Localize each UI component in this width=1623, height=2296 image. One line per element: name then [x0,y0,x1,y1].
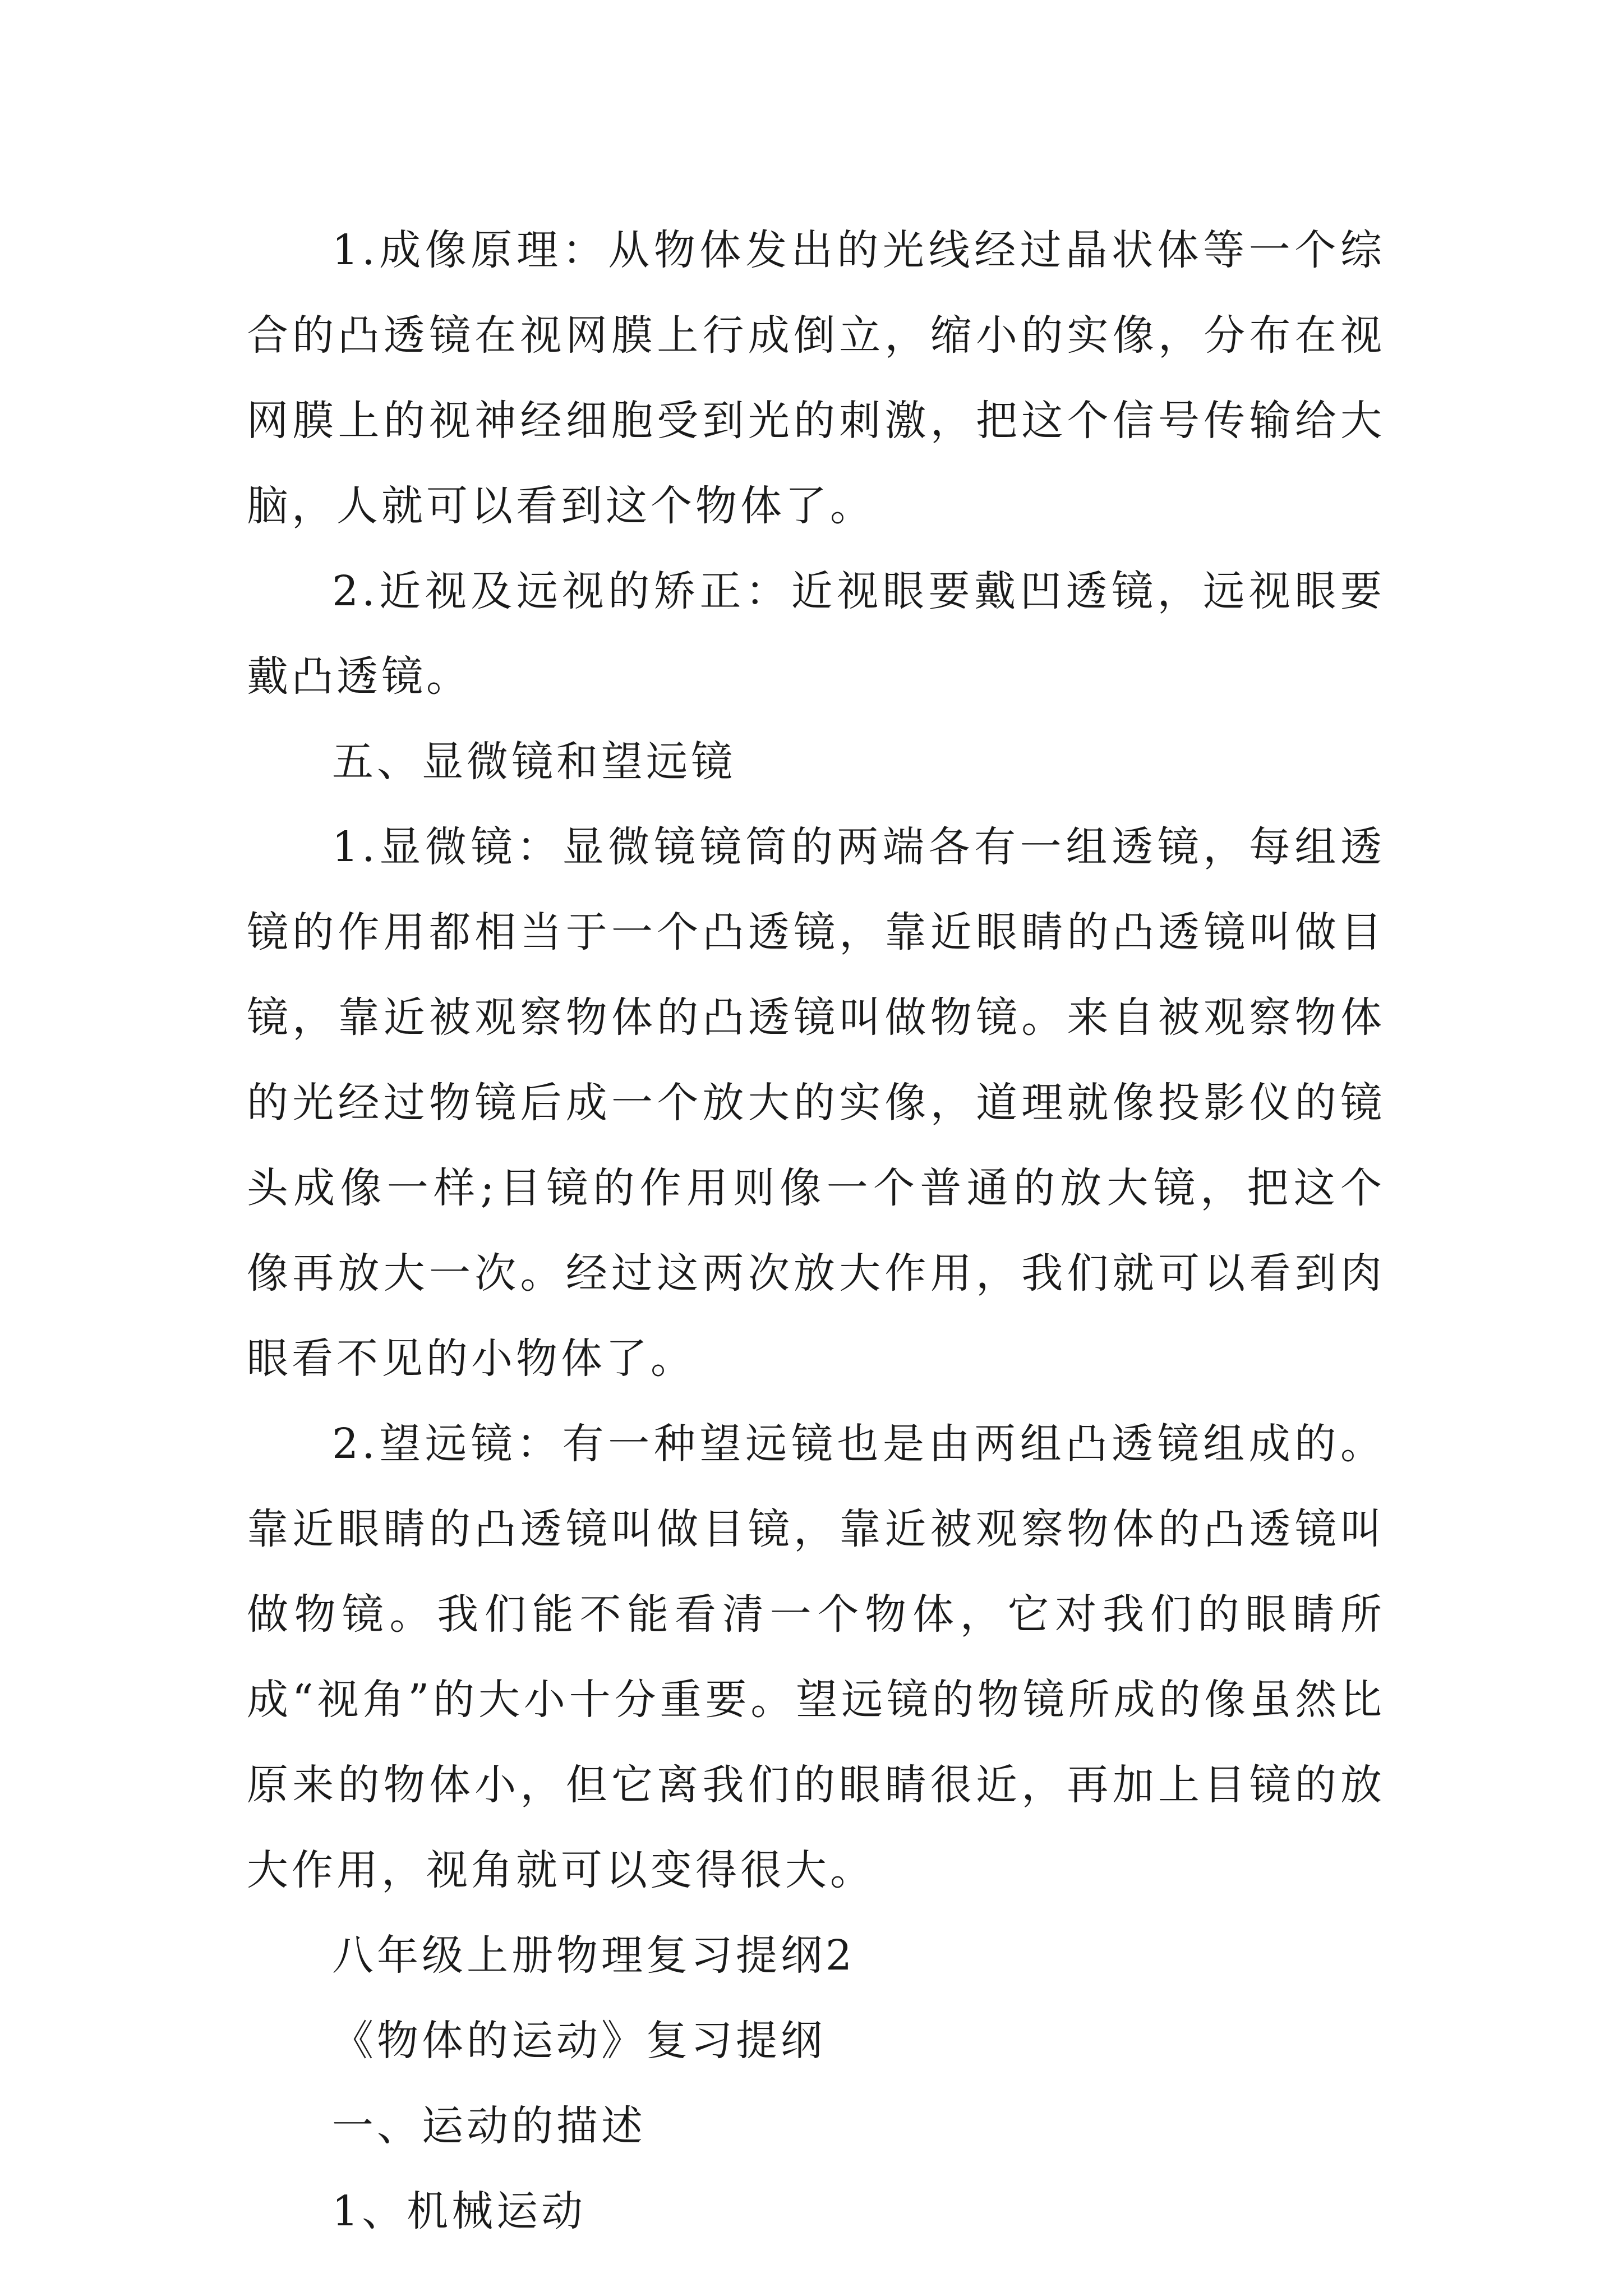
section-heading-microscope-telescope: 五、显微镜和望远镜 [332,738,736,786]
subsection-heading-mechanical-motion: 1、机械运动 [332,2187,587,2235]
chapter-title-motion: 《物体的运动》复习提纲 [332,2017,826,2065]
paragraph-imaging-principle: 1.成像原理：从物体发出的光线经过晶状体等一个综合的凸透镜在视网膜上行成倒立，缩小的实像，分布在视网膜上的视神经细胞受到光的刺激，把这个信号传输给大脑，人就可以看到这个物体了。 [247,226,1385,530]
section-heading-motion-description: 一、运动的描述 [332,2102,646,2150]
paragraph-telescope: 2.望远镜：有一种望远镜也是由两组凸透镜组成的。靠近眼睛的凸透镜叫做目镜，靠近被观察物体的凸透镜叫做物镜。我们能不能看清一个物体，它对我们的眼睛所成“视角”的大小十分重要。望远镜的物镜所成的像虽然比原来的物体小，但它离我们的眼睛很近，再加上目镜的放大作用，视角就可以变得很大。 [247,1420,1385,1894]
paragraph-microscope: 1.显微镜：显微镜镜筒的两端各有一组透镜，每组透镜的作用都相当于一个凸透镜，靠近眼睛的凸透镜叫做目镜，靠近被观察物体的凸透镜叫做物镜。来自被观察物体的光经过物镜后成一个放大的实像，道理就像投影仪的镜头成像一样;目镜的作用则像一个普通的放大镜，把这个像再放大一次。经过这两次放大作用，我们就可以看到肉眼看不见的小物体了。 [247,823,1385,1383]
paragraph-vision-correction: 2.近视及远视的矫正：近视眼要戴凹透镜，远视眼要戴凸透镜。 [247,567,1385,701]
document-page [247,208,1385,2254]
document-title-grade8-physics-2: 八年级上册物理复习提纲2 [332,1931,856,1980]
